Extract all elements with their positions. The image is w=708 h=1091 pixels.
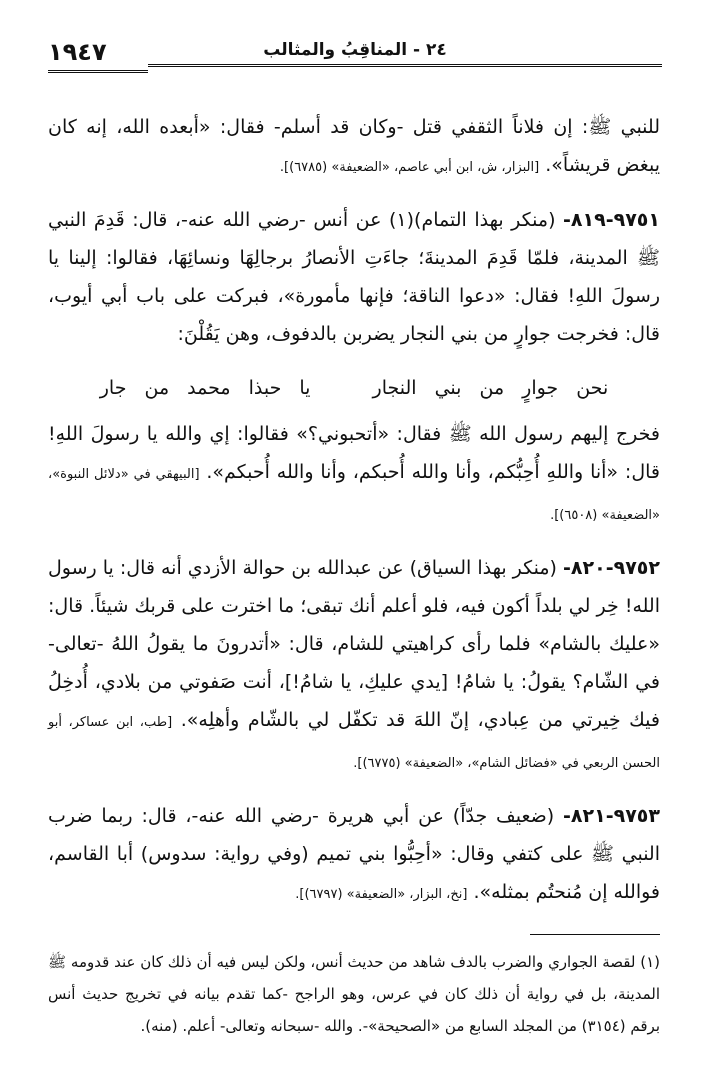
footnote-separator xyxy=(530,934,660,935)
header-rule-right xyxy=(148,64,662,67)
page-number: ١٩٤٧ xyxy=(48,38,107,66)
hadith-number: ٩٧٥٣-٨٢١- xyxy=(563,805,660,827)
hadith-source: [البيهقي في «دلائل النبوة»، «الضعيفة» (٦٥٠٨)]. xyxy=(48,467,660,523)
hadith-source: [طب، ابن عساكر، أبو الحسن الربعي في «فضائل الشام»، «الضعيفة» (٦٧٧٥)]. xyxy=(48,715,660,771)
hadith-source: [نخ، البزار، «الضعيفة» (٦٧٩٧)]. xyxy=(295,887,468,902)
poem-hemistich-2: يا حبذا محمد من جار xyxy=(99,377,311,399)
hadith-grade: (منكر بهذا السياق) xyxy=(409,557,564,579)
hadith-continuation xyxy=(48,108,660,187)
hadith-number: ٩٧٥٢-٨٢٠- xyxy=(563,557,660,579)
footnote: (١) لقصة الجواري والضرب بالدف شاهد من حديث أنس، ولكن ليس فيه أن ذلك كان عند قدومه ﷺ المدينة، بل في رواية أن ذلك كان في عرس، وهو الراجح -كما تقدم بيانه في تخريج حديث أنس برقم (٣١٥٤) من المجلد السابع من «الصحيحة»-. والله -سبحانه وتعالى- أعلم. (منه). xyxy=(48,953,660,1035)
poem-hemistich-1: نحن جوارٍ من بني النجار xyxy=(372,377,609,399)
hadith-9753 xyxy=(48,797,660,914)
poem-verse xyxy=(48,367,660,409)
hadith-text: عن أنس -رضي الله عنه-، قال: قَدِمَ النبي ﷺ المدينة، فلمّا قَدِمَ المدينةَ؛ جاءَتِ الأنصارُ برجالِهَا ونسائِهَا، فقالوا: إلينا يا رسولَ اللهِ! فقال: «دعوا الناقة؛ فإنها مأمورة»، فبركت على باب أبي أيوب، قال: فخرجت جوارٍ من بني النجار يضربن بالدفوف، وهن يَقُلْنَ: xyxy=(48,209,660,345)
chapter-title: ٢٤ - المناقِبُ والمثالب xyxy=(263,40,447,60)
hadith-9752 xyxy=(48,549,660,783)
hadith-grade: (منكر بهذا التمام)(١) xyxy=(389,209,564,231)
hadith-number: ٩٧٥١-٨١٩- xyxy=(563,209,660,231)
hadith-source: [البزار، ش، ابن أبي عاصم، «الضعيفة» (٦٧٨٥)]. xyxy=(279,160,540,175)
hadith-9751 xyxy=(48,201,660,353)
hadith-text: فخرج إليهم رسول الله ﷺ فقال: «أتحبوني؟» فقالوا: إي والله يا رسولَ اللهِ! قال: «أنا واللهِ أُحِبُّكم، وأنا والله أُحبكم، وأنا والله أُحبكم». xyxy=(48,423,660,483)
hadith-text: للنبي ﷺ: إن فلاناً الثقفي قتل -وكان قد أسلم- فقال: «أبعده الله، إنه كان يبغض قريشاً». xyxy=(48,116,660,176)
hadith-9751-cont xyxy=(48,415,660,535)
header-rule-left xyxy=(48,70,148,73)
hadith-grade: (ضعيف جدّاً) xyxy=(452,805,564,827)
page-header xyxy=(48,40,662,70)
hadith-text: عن عبدالله بن حوالة الأزدي أنه قال: يا رسول الله! خِر لي بلداً أكون فيه، فلو أعلم أنك تبقى؛ ما اخترت على قربك شيئاً. قال: «عليك بالشام» فلما رأى كراهيتي للشام، قال: «أتدرونَ ما يقولُ اللهُ -تعالى- في الشّام؟ يقولُ: يا شامُ! [يدي عليكِ، يا شامُ!]، أنت صَفوتي من بلادي، أُدخِلُ فيك خِيرتي من عِبادي، إنّ اللهَ قد تكفّل لي بالشّام وأهلِه». xyxy=(48,557,660,731)
hadith-text: عن أبي هريرة -رضي الله عنه-، قال: ربما ضرب النبي ﷺ على كتفي وقال: «أحِبُّوا بني تميم (وفي رواية: سدوس) أبا القاسم، فوالله إن مُنحتُم بمثله». xyxy=(48,805,660,903)
page-body xyxy=(48,108,660,928)
